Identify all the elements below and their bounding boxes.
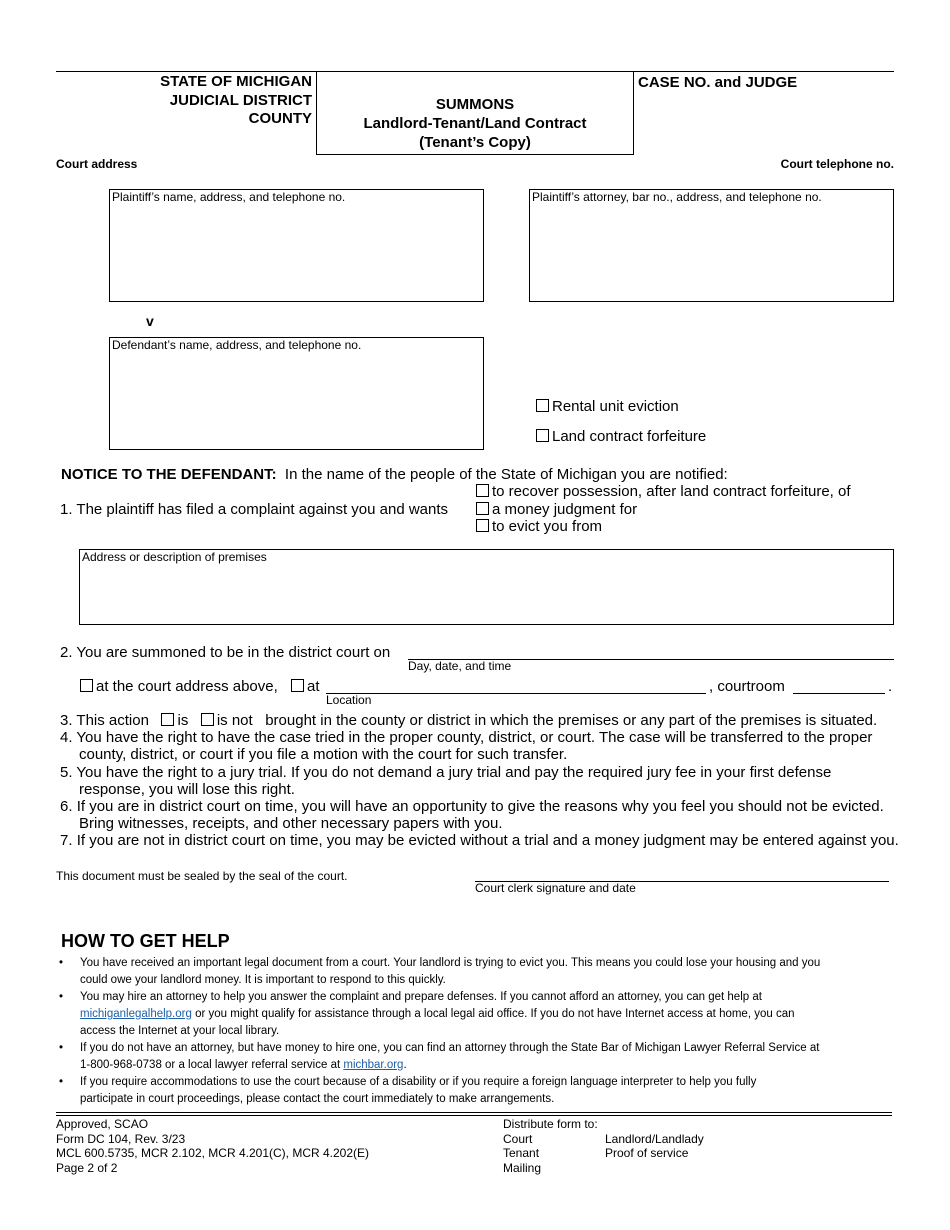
land-contract-label: Land contract forfeiture — [552, 428, 707, 445]
footer-page: Page 2 of 2 — [56, 1161, 118, 1176]
item4-line1: You have the right to have the case tried in the proper county, district, or court. The case will be transferred to the proper — [76, 729, 873, 746]
form-title-summons: SUMMONS — [435, 96, 515, 113]
courtroom-line[interactable] — [793, 693, 885, 694]
help-list — [59, 955, 899, 1108]
is-label: is — [177, 712, 189, 729]
item2-number: 2. — [60, 644, 73, 661]
location-option-label: at — [307, 678, 320, 695]
land-contract-checkbox[interactable] — [536, 429, 549, 442]
evict-label: to evict you from — [492, 518, 603, 535]
court-address-label: Court address — [56, 157, 138, 171]
help-b2-line3: access the Internet at your local library. — [80, 1025, 280, 1037]
possession-checkbox[interactable] — [476, 484, 489, 497]
item3-text-b: brought in the county or district in which the premises or any part of the premises is situated. — [265, 712, 878, 729]
item4-number: 4. — [60, 729, 73, 746]
day-date-time-label: Day, date, and time — [408, 659, 512, 673]
help-b4-line2: participate in court proceedings, please contact the court immediately to make arrangements. — [80, 1093, 555, 1105]
item7-number: 7. — [60, 832, 73, 849]
notice-line — [61, 466, 728, 483]
item3-line — [60, 712, 877, 729]
help-bullet-3 — [59, 1040, 899, 1074]
court-address-checkbox[interactable] — [80, 679, 93, 692]
bullet-mark: • — [59, 1042, 64, 1054]
defendant-box-label: Defendant’s name, address, and telephone no. — [112, 338, 362, 352]
footer-rule-1 — [56, 1112, 892, 1113]
court-address-option-label: at the court address above, — [96, 678, 278, 695]
item5-line1: You have the right to a jury trial. If you do not demand a jury trial and pay the required jury fee in your first defense — [76, 764, 832, 781]
header-top-rule — [56, 71, 894, 72]
item7 — [60, 832, 899, 849]
plaintiff-box[interactable] — [109, 189, 484, 302]
dist-proof-of-service: Proof of service — [605, 1146, 689, 1161]
notice-text: In the name of the people of the State of Michigan you are notified: — [284, 466, 728, 483]
item4 — [60, 729, 872, 763]
item1-option-evict[interactable] — [476, 518, 602, 535]
footer-approved: Approved, SCAO — [56, 1117, 149, 1131]
footer-authority: MCL 600.5735, MCR 2.102, MCR 4.201(C), MCR 4.202(E) — [56, 1146, 370, 1161]
item6-line1: If you are in district court on time, you will have an opportunity to give the reasons why you feel you should not be evicted. — [76, 798, 884, 815]
plaintiff-attorney-box-label: Plaintiff’s attorney, bar no., address, and telephone no. — [532, 190, 822, 204]
help-b1-line2: could owe your landlord money. It is important to respond to this quickly. — [80, 974, 446, 986]
michbar-link[interactable]: michbar.org — [343, 1059, 404, 1071]
versus-label: v — [146, 313, 154, 329]
money-judgment-label: a money judgment for — [492, 501, 638, 518]
item5-number: 5. — [60, 764, 73, 781]
premises-box[interactable] — [79, 549, 894, 625]
possession-label: to recover possession, after land contract forfeiture, of — [492, 483, 851, 500]
bullet-mark: • — [59, 1076, 64, 1088]
footer-distribution — [503, 1117, 598, 1176]
form-title-type: Landlord-Tenant/Land Contract — [363, 115, 587, 132]
clerk-signature-label: Court clerk signature and date — [475, 881, 636, 895]
help-b3-line2: 1-800-968-0738 or a local lawyer referral service at — [80, 1059, 344, 1071]
help-b3-line1: If you do not have an attorney, but have money to hire one, you can find an attorney through the State Bar of Michigan Lawyer Referral Service at — [80, 1042, 820, 1054]
help-bullet-2 — [59, 989, 899, 1040]
help-bullet-1 — [59, 955, 899, 989]
location-label: Location — [326, 693, 372, 707]
footer-form-info — [56, 1117, 369, 1176]
state-label: STATE OF MICHIGAN — [160, 73, 312, 90]
help-b2-line1: You may hire an attorney to help you answer the complaint and prepare defenses. If you cannot afford an attorney, you can get help at — [80, 991, 762, 1003]
item7-line1: If you are not in district court on time, you may be evicted without a trial and a money judgment may be entered against you. — [76, 832, 899, 849]
plaintiff-box-label: Plaintiff’s name, address, and telephone no. — [112, 190, 346, 204]
footer-form-number: Form DC 104, Rev. 3/23 — [56, 1131, 186, 1146]
district-label: JUDICIAL DISTRICT — [169, 91, 312, 109]
case-number-label: CASE NO. and JUDGE — [638, 74, 798, 91]
dist-court: Court — [503, 1131, 533, 1146]
form-title — [316, 95, 634, 152]
courtroom-label: , courtroom — [709, 678, 785, 695]
evict-checkbox[interactable] — [476, 519, 489, 532]
item6 — [60, 798, 884, 832]
bullet-mark: • — [59, 957, 64, 969]
court-jurisdiction — [56, 73, 312, 129]
help-bullet-4 — [59, 1074, 899, 1108]
county-label: COUNTY — [248, 110, 312, 127]
is-checkbox[interactable] — [161, 713, 174, 726]
help-b4-line1: If you require accommodations to use the court because of a disability or if you require a foreign language interpreter to help you fully — [80, 1076, 757, 1088]
rental-eviction-checkbox[interactable] — [536, 399, 549, 412]
item1-line — [60, 501, 448, 518]
money-judgment-checkbox[interactable] — [476, 502, 489, 515]
court-address-option[interactable] — [80, 678, 278, 695]
michiganlegalhelp-link[interactable]: michiganlegalhelp.org — [80, 1008, 192, 1020]
is-not-label: is not — [216, 712, 253, 729]
courtroom-period: . — [888, 678, 893, 695]
help-b2-line2: or you might qualify for assistance through a local legal aid office. If you do not have Internet access at home, you can — [191, 1008, 795, 1020]
dist-tenant: Tenant — [503, 1146, 540, 1161]
dist-landlord: Landlord/Landlady — [605, 1131, 704, 1146]
item3-number: 3. — [60, 712, 73, 729]
item1-number: 1. — [60, 501, 73, 518]
item6-number: 6. — [60, 798, 73, 815]
item1-option-possession[interactable] — [476, 483, 851, 500]
item6-line2: Bring witnesses, receipts, and other necessary papers with you. — [79, 815, 503, 832]
court-phone-label: Court telephone no. — [780, 157, 894, 171]
defendant-box[interactable] — [109, 337, 484, 450]
form-title-copy: (Tenant’s Copy) — [419, 134, 531, 151]
dist-mailing: Mailing — [503, 1161, 542, 1176]
header-bottom-rule — [316, 154, 634, 155]
item2-text: You are summoned to be in the district court on — [76, 644, 391, 661]
item3-text-a: This action — [76, 712, 149, 729]
rental-eviction-option[interactable] — [536, 398, 679, 415]
location-line[interactable] — [326, 693, 706, 694]
location-checkbox[interactable] — [291, 679, 304, 692]
item1-option-money[interactable] — [476, 501, 637, 518]
premises-box-label: Address or description of premises — [82, 550, 267, 564]
notice-title: NOTICE TO THE DEFENDANT: — [61, 466, 277, 483]
help-b3-end: . — [403, 1059, 407, 1071]
bullet-mark: • — [59, 991, 64, 1003]
item4-line2: county, district, or court if you file a motion with the court for such transfer. — [79, 746, 568, 763]
item5 — [60, 764, 831, 798]
footer-rule-2 — [56, 1115, 892, 1116]
footer-distribution-col2 — [605, 1132, 704, 1161]
distribute-label: Distribute form to: — [503, 1117, 598, 1131]
is-not-checkbox[interactable] — [201, 713, 214, 726]
rental-eviction-label: Rental unit eviction — [552, 398, 679, 415]
seal-note: This document must be sealed by the seal of the court. — [56, 869, 348, 883]
item5-line2: response, you will lose this right. — [79, 781, 295, 798]
plaintiff-attorney-box[interactable] — [529, 189, 894, 302]
help-title: HOW TO GET HELP — [61, 931, 230, 951]
land-contract-option[interactable] — [536, 428, 706, 445]
item2-line — [60, 644, 390, 661]
help-b1-line1: You have received an important legal document from a court. Your landlord is trying to evict you. This means you could lose your housing and you — [80, 957, 821, 969]
location-option[interactable] — [291, 678, 320, 695]
item1-text: The plaintiff has filed a complaint against you and wants — [76, 501, 449, 518]
